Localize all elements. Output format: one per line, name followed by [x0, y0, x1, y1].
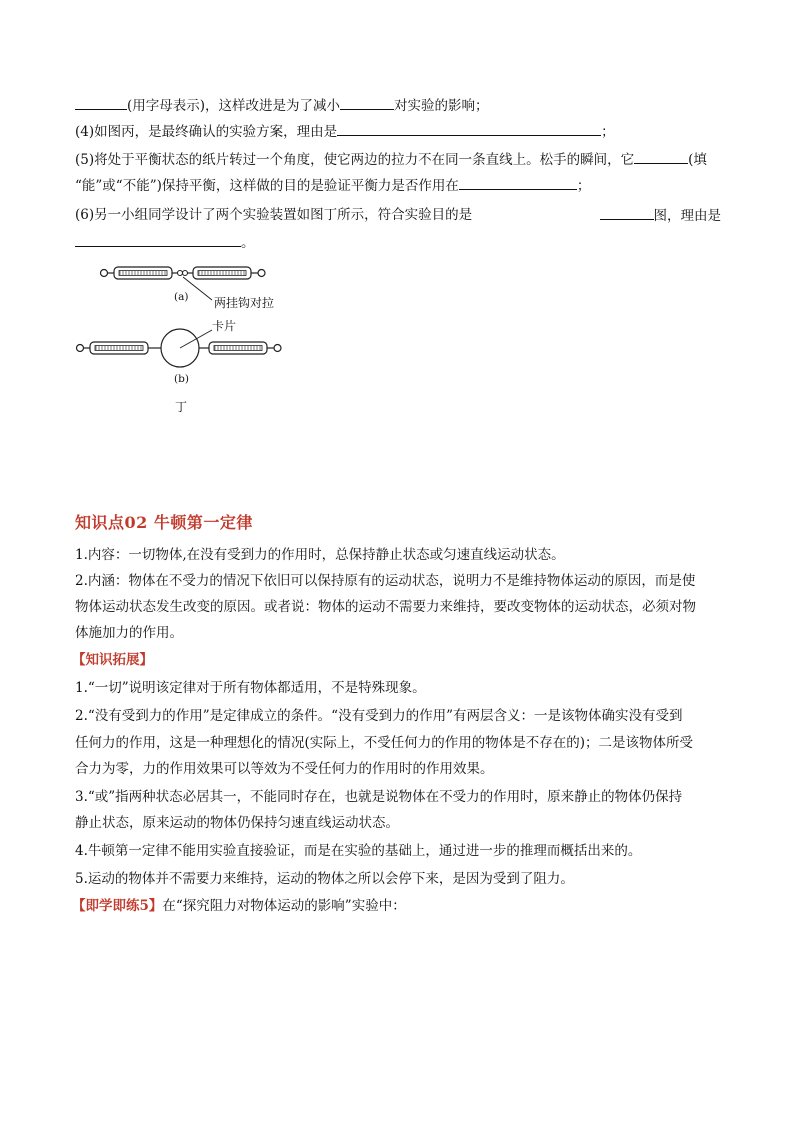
figure-ding — [70, 258, 290, 418]
question-4: (4)如图丙，是最终确认的实验方案，理由是 ； — [75, 121, 615, 142]
figure-label-b: (b) — [174, 373, 189, 385]
hook-joint — [178, 271, 188, 276]
answer-blank[interactable] — [75, 232, 241, 247]
section-heading: 知识点02 牛顿第一定律 — [75, 513, 253, 532]
figure-label-card: 卡片 — [212, 319, 237, 333]
extension-item-5: 5.运动的物体并不需要力来维持，运动的物体之所以会停下来，是因为受到了阻力。 — [75, 871, 574, 887]
extension-item-2-line2: 任何力的作用，这是一种理想化的情况(实际上，不受任何力的作用的物体是不存在的)；二是该物体所受 — [75, 735, 694, 751]
extension-item-2-line1: 2.“没有受到力的作用”是定律成立的条件。“没有受到力的作用”有两层含义：一是该物体确实没有受到 — [75, 708, 683, 724]
spring-scale-left-b — [77, 342, 162, 354]
extension-item-2-line3: 合力为零，力的作用效果可以等效为不受任何力的作用时的作用效果。 — [75, 761, 494, 777]
card-pointer-line — [180, 330, 212, 348]
figure-caption: 丁 — [175, 400, 188, 414]
question-6-line1: (6)另一小组同学设计了两个实验装置如图丁所示，符合实验目的是 图，理由是 — [75, 207, 721, 224]
extension-title: 【知识拓展】 — [72, 652, 153, 668]
question-5-line2: “能”或“不能”)保持平衡，这样做的目的是验证平衡力是否作用在 ； — [75, 175, 590, 196]
extension-item-4: 4.牛顿第一定律不能用实验直接验证，而是在实验的基础上，通过进一步的推理而概括出来的。 — [75, 843, 642, 859]
content-p1: 1.内容：一切物体,在没有受到力的作用时，总保持静止状态或匀速直线运动状态。 — [75, 547, 565, 563]
answer-blank[interactable] — [75, 95, 127, 110]
extension-item-3-line2: 静止状态，原来运动的物体仍保持匀速直线运动状态。 — [75, 815, 399, 831]
extension-item-1: 1.“一切”说明该定律对于所有物体都适用，不是特殊现象。 — [75, 680, 426, 696]
spring-scale-right-a — [187, 267, 265, 279]
q3-continuation: (用字母表示)，这样改进是为了减小 对实验的影响； — [75, 95, 489, 116]
question-6-line2: 。 — [75, 232, 255, 253]
practice-text: 在“探究阻力对物体运动的影响”实验中： — [162, 898, 406, 914]
content-p2-line1: 2.内涵：物体在不受力的情况下依旧可以保持原有的运动状态，说明力不是维持物体运动的原因，而是使 — [75, 573, 696, 589]
figure-label-a: (a) — [174, 291, 189, 303]
practice-line — [72, 896, 406, 916]
content-p2-line2: 物体运动状态发生改变的原因。或者说：物体的运动不需要力来维持，要改变物体的运动状态，必须对物 — [75, 599, 696, 615]
answer-blank[interactable] — [634, 149, 688, 164]
figure-label-hooks: 两挂钩对拉 — [214, 296, 275, 310]
spring-scale-right-b — [199, 342, 281, 354]
answer-blank[interactable] — [459, 175, 577, 190]
extension-item-3-line1: 3.“或”指两种状态必居其一，不能同时存在，也就是说物体在不受力的作用时，原来静止的物体仍保持 — [75, 789, 683, 805]
spring-scale-left-a — [101, 267, 179, 279]
answer-blank[interactable] — [337, 121, 601, 136]
content-p2-line3: 体施加力的作用。 — [75, 625, 183, 641]
answer-blank[interactable] — [600, 205, 654, 220]
question-5-line1: (5)将处于平衡状态的纸片转过一个角度，使它两边的拉力不在同一条直线上。松手的瞬间，它 (填 — [75, 149, 707, 170]
practice-tag: 【即学即练5】 — [72, 898, 163, 914]
answer-blank[interactable] — [340, 95, 394, 110]
